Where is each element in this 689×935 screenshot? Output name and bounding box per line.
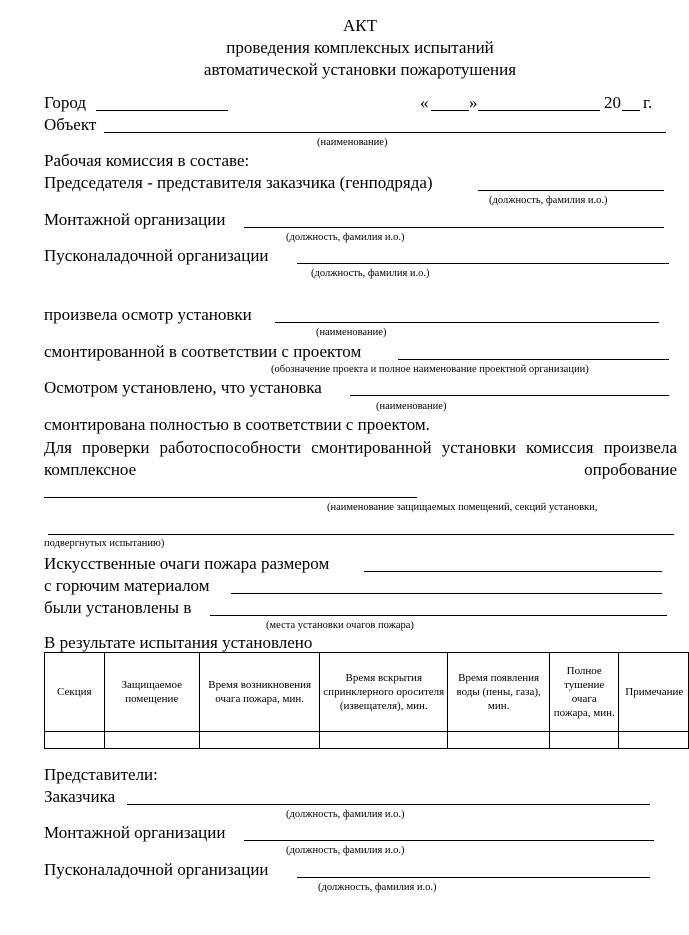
rep-commissioning-line (297, 877, 650, 878)
fires-placed-hint: (места установки очагов пожара) (266, 620, 414, 631)
chairman-hint: (должность, фамилия и.о.) (489, 195, 608, 206)
representatives-intro: Представители: (44, 765, 158, 784)
rep-commissioning-label: Пусконаладочной организации (44, 860, 269, 879)
commissioning-label: Пусконаладочной организации (44, 246, 269, 265)
rep-installer-line (244, 840, 654, 841)
rooms-hint: (наименование защищаемых помещений, секций установки, (327, 502, 598, 513)
customer-hint: (должность, фамилия и.о.) (286, 809, 405, 820)
results-header-row (45, 653, 689, 732)
commissioning-hint: (должность, фамилия и.о.) (311, 268, 430, 279)
rooms-hint-2: подвергнутых испытанию) (44, 538, 165, 549)
doc-subtitle-1: проведения комплексных испытаний (226, 38, 494, 57)
complete-text: смонтирована полностью в соответствии с проектом. (44, 415, 430, 434)
established-hint: (наименование) (376, 401, 447, 412)
test-paragraph: Для проверки работоспособности смонтированной установки комиссия произвела комплексное опробование (44, 438, 677, 479)
doc-title: АКТ (343, 16, 377, 35)
object-label: Объект (44, 115, 97, 134)
rep-commissioning-hint: (должность, фамилия и.о.) (318, 882, 437, 893)
performed-hint: (наименование) (316, 327, 387, 338)
col-fire-start: Время возникновения очага пожара, мин. (199, 653, 320, 732)
installer-hint: (должность, фамилия и.о.) (286, 232, 405, 243)
col-sprinkler-open: Время вскрытия спринклерного оросителя (извещателя), мин. (320, 653, 448, 732)
date-year-prefix: 20 (604, 93, 621, 112)
doc-subtitle-2: автоматической установки пожаротушения (203, 60, 517, 79)
col-note: Примечание (619, 653, 689, 732)
col-water-appear: Время появления воды (пены, газа), мин. (448, 653, 550, 732)
rep-installer-hint: (должность, фамилия и.о.) (286, 845, 405, 856)
results-intro: В результате испытания установлено (44, 633, 313, 652)
date-year-suffix: г. (643, 93, 653, 112)
chairman-label: Председателя - представителя заказчика (генподряда) (44, 173, 433, 192)
performed-label: произвела осмотр установки (44, 305, 252, 324)
object-hint: (наименование) (317, 137, 388, 148)
col-full-extinguish: Полное тушение очага пожара, мин. (550, 653, 619, 732)
col-room: Защищаемое помещение (104, 653, 199, 732)
fires-placed-label: были установлены в (44, 598, 192, 617)
established-label: Осмотром установлено, что установка (44, 378, 322, 397)
customer-label: Заказчика (44, 787, 116, 806)
fires-fuel-label: с горючим материалом (44, 576, 210, 595)
rep-installer-label: Монтажной организации (44, 823, 226, 842)
mounted-label: смонтированной в соответствии с проектом (44, 342, 362, 361)
col-section: Секция (45, 653, 105, 732)
date-close-quote: » (469, 93, 478, 112)
commission-intro: Рабочая комиссия в составе: (44, 151, 250, 170)
mounted-hint: (обозначение проекта и полное наименование проектной организации) (271, 364, 589, 375)
city-label: Город (44, 93, 86, 112)
results-empty-row (45, 732, 689, 749)
customer-line (127, 804, 650, 805)
installer-label: Монтажной организации (44, 210, 226, 229)
fires-size-label: Искусственные очаги пожара размером (44, 554, 330, 573)
date-open-quote: « (420, 93, 429, 112)
results-table (44, 652, 689, 749)
